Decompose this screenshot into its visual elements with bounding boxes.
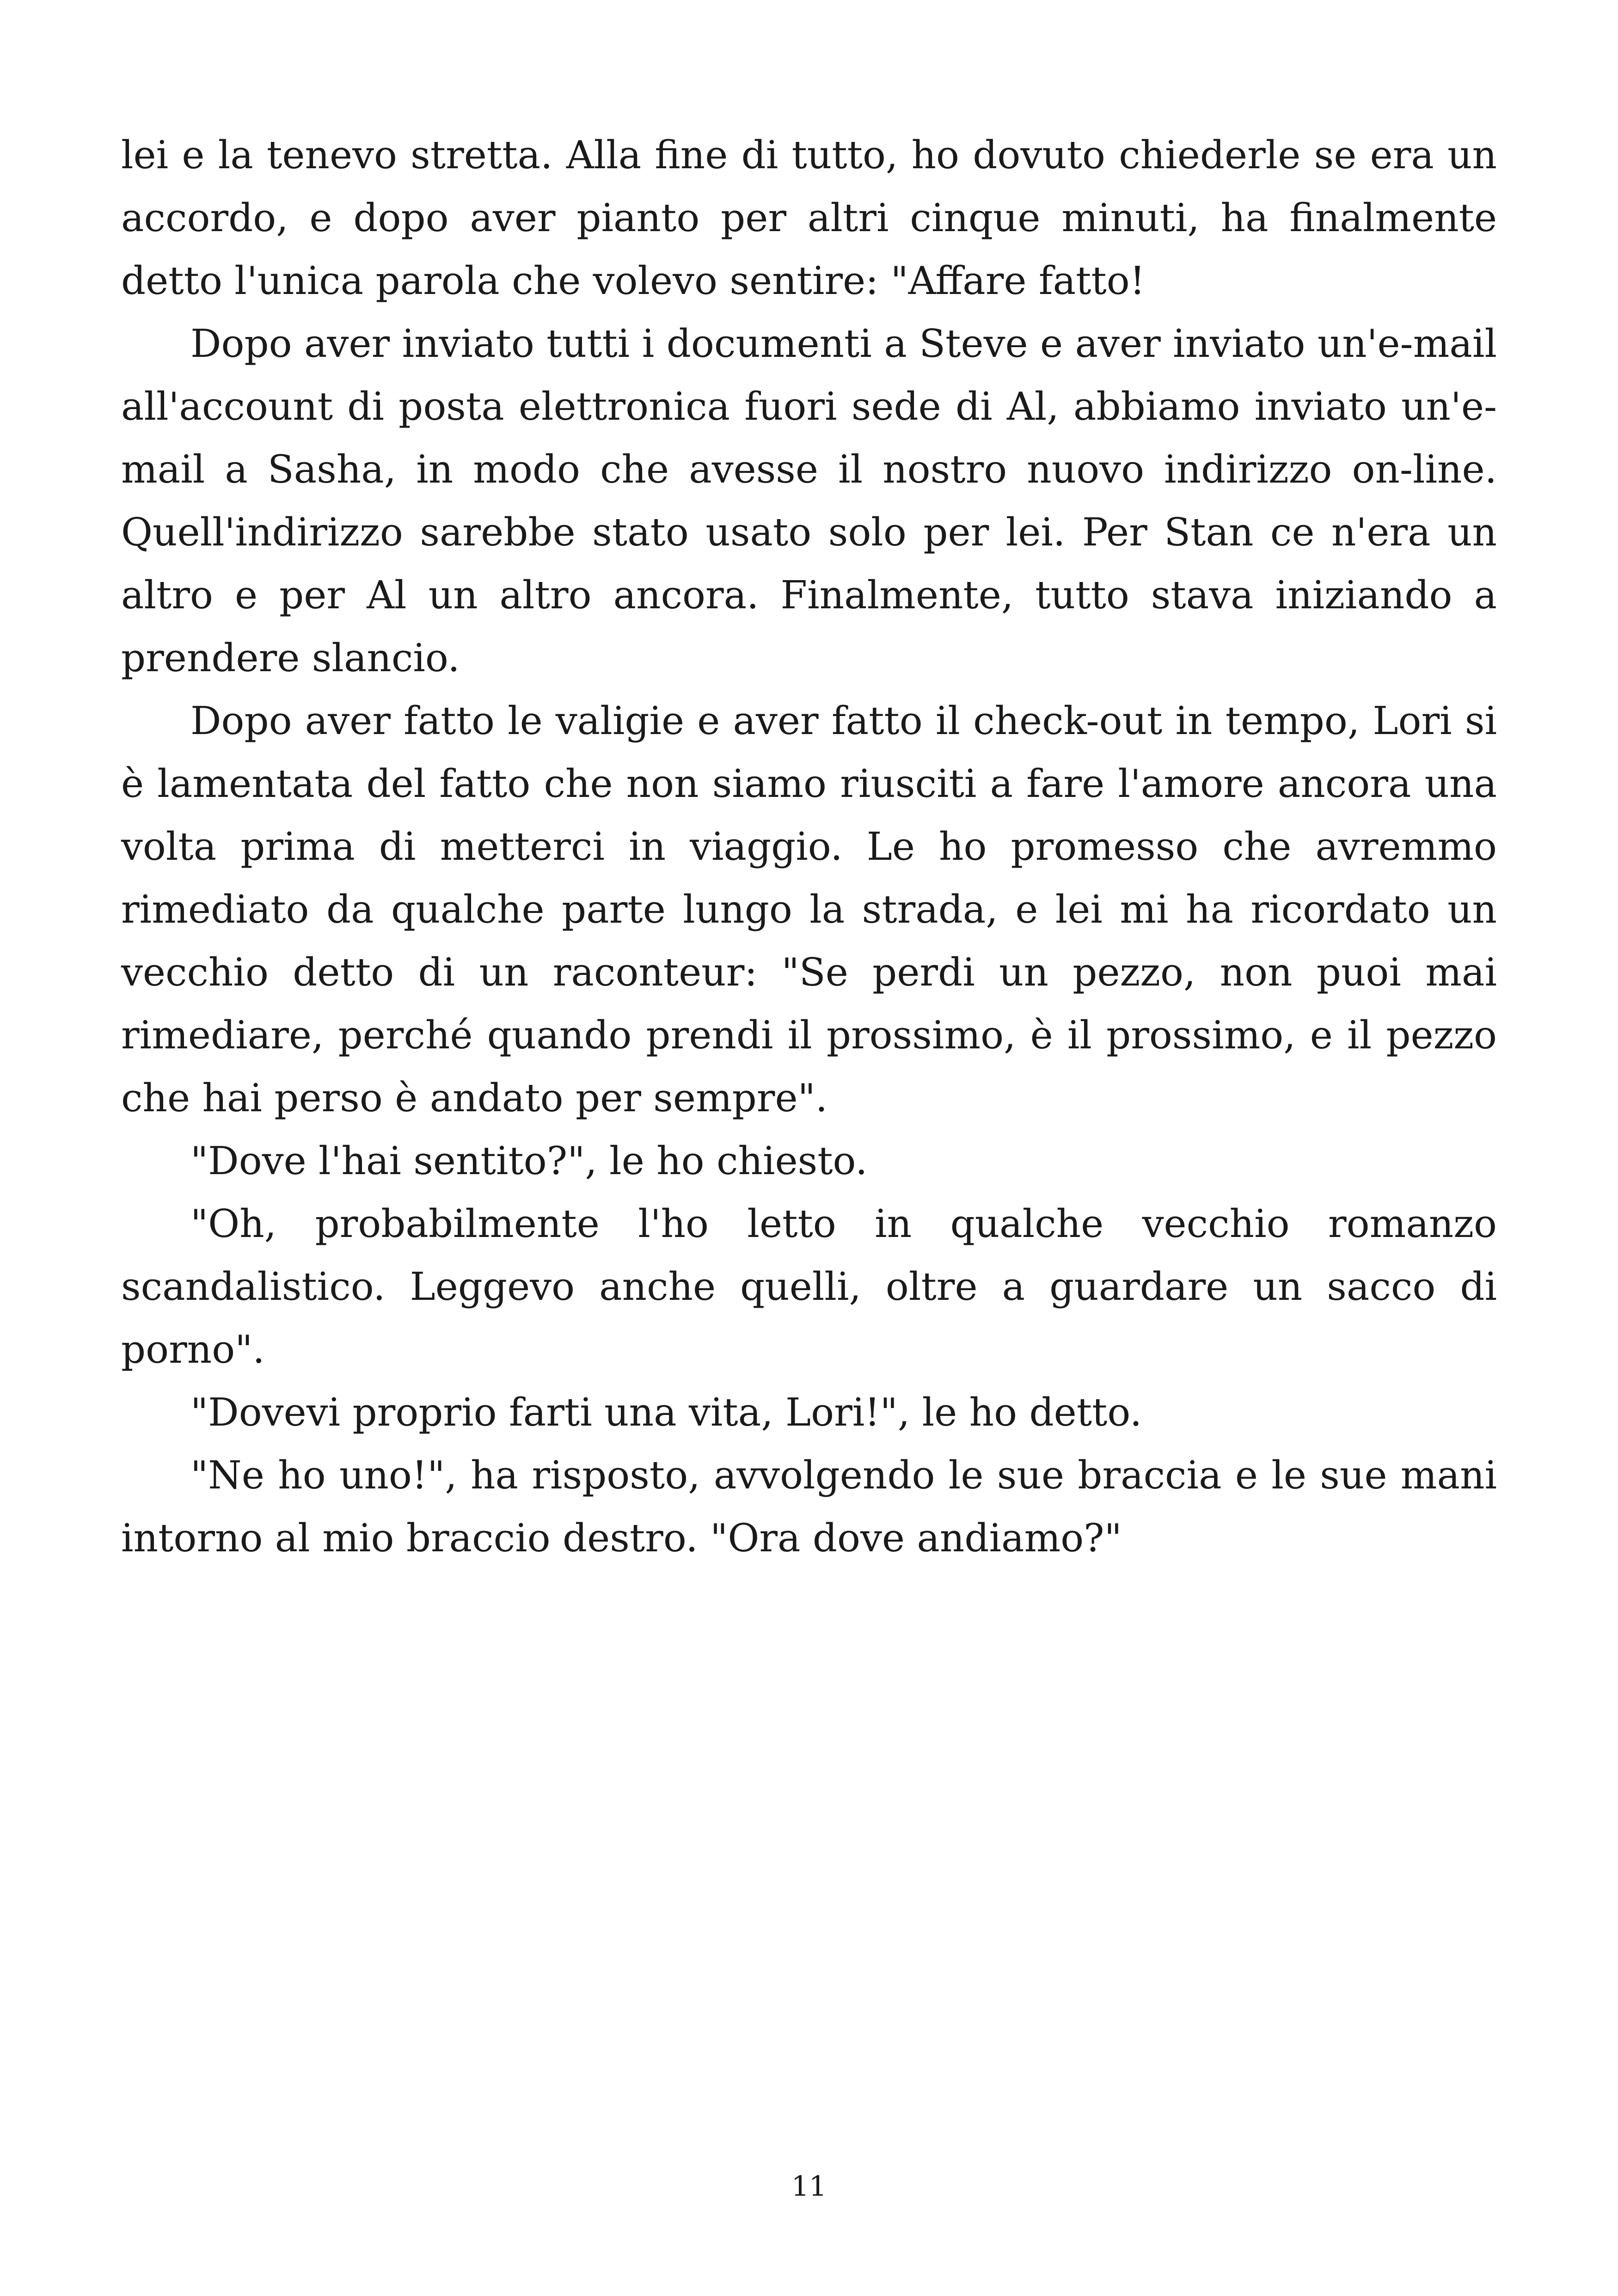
paragraph: "Oh, probabilmente l'ho letto in qualche vecchio romanzo scandalistico. Leggevo anche quelli, oltre a guardare un sacco di porno". bbox=[121, 1201, 1497, 1372]
paragraph: "Dove l'hai sentito?", le ho chiesto. bbox=[190, 1139, 868, 1183]
paragraph: "Dovevi proprio farti una vita, Lori!", le ho detto. bbox=[190, 1390, 1142, 1435]
paragraph: "Ne ho uno!", ha risposto, avvolgendo le sue braccia e le sue mani intorno al mio braccio destro. "Ora dove andiamo?" bbox=[121, 1453, 1497, 1561]
page-number: 11 bbox=[791, 2170, 827, 2203]
paragraph: Dopo aver fatto le valigie e aver fatto il check-out in tempo, Lori si è lamentata del fatto che non siamo riusciti a fare l'amore ancora una volta prima di metterci in viaggio. Le ho promesso che avremmo rimediato da qualche parte lungo la strada, e lei mi ha ricordato un vecchio detto di un raconteur: "Se perdi un pezzo, non puoi mai rimediare, perché quando prendi il prossimo, è il prossimo, e il pezzo che hai perso è andato per sempre". bbox=[121, 698, 1497, 1120]
paragraph: Dopo aver inviato tutti i documenti a Steve e aver inviato un'e-mail all'account di posta elettronica fuori sede di Al, abbiamo inviato un'e-mail a Sasha, in modo che avesse il nostro nuovo indirizzo on-line. Quell'indirizzo sarebbe stato usato solo per lei. Per Stan ce n'era un altro e per Al un altro ancora. Finalmente, tutto stava iniziando a prendere slancio. bbox=[121, 321, 1497, 680]
paragraph: lei e la tenevo stretta. Alla fine di tutto, ho dovuto chiederle se era un accordo, e dopo aver pianto per altri cinque minuti, ha finalmente detto l'unica parola che volevo sentire: "Affare fatto! bbox=[121, 133, 1497, 303]
body-text bbox=[121, 124, 1497, 1570]
